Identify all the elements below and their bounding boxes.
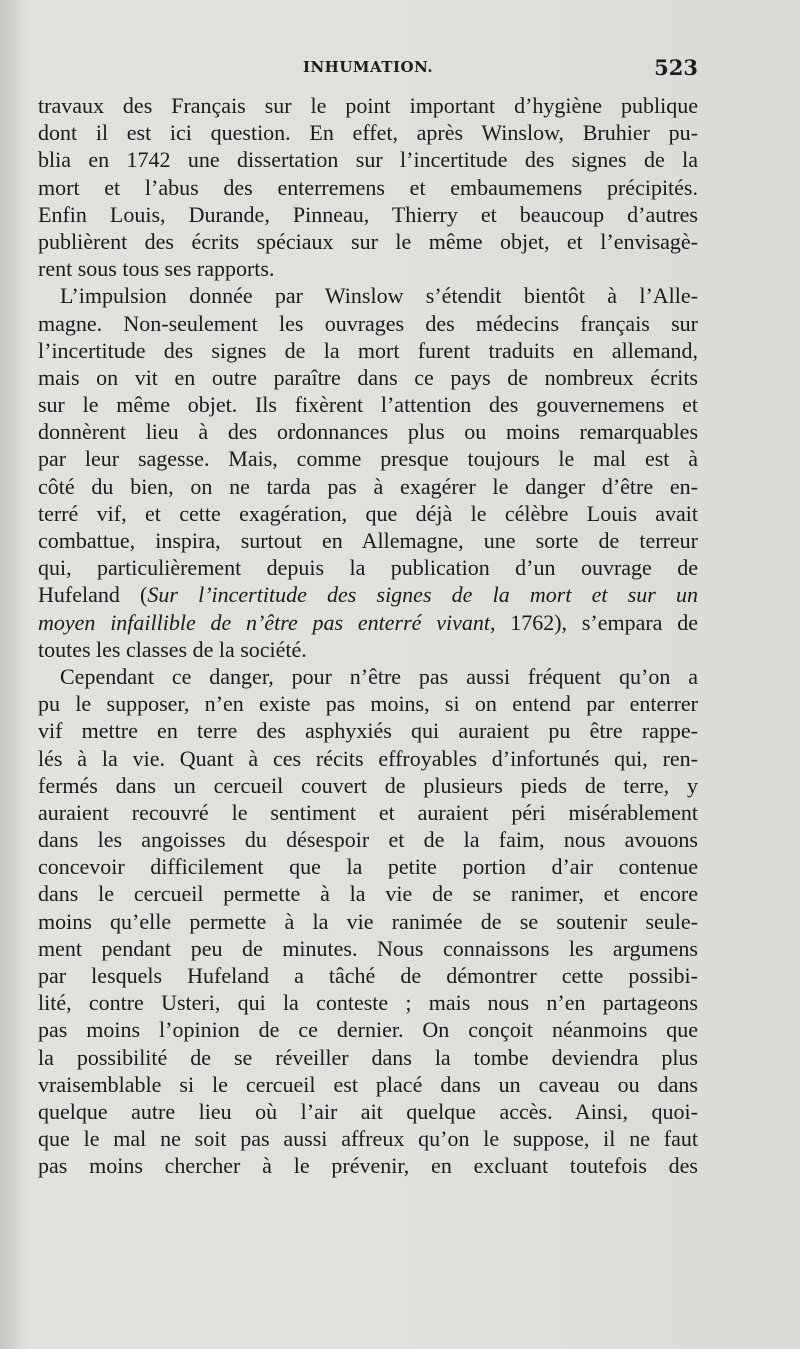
citation-line	[38, 581, 698, 608]
text-line: L’impulsion donnée par Winslow s’étendit bientôt à l’Alle-	[60, 283, 698, 309]
text-line: qui, particulièrement depuis la publication d’un ouvrage de	[38, 555, 698, 581]
text-line: par leur sagesse. Mais, comme presque toujours le mal est à	[38, 446, 698, 472]
running-title: INHUMATION.	[302, 58, 434, 76]
page-header	[38, 55, 698, 88]
binding-gutter-shadow	[0, 0, 22, 1349]
text-line: magne. Non-seulement les ouvrages des médecins français sur	[38, 310, 698, 336]
text-line: quelque autre lieu où l’air ait quelque accès. Ainsi, quoi-	[38, 1098, 698, 1124]
text-line: l’incertitude des signes de la mort furent traduits en allemand,	[38, 337, 698, 363]
text-line: dont il est ici question. En effet, après Winslow, Bruhier pu-	[38, 120, 698, 146]
citation-title-part-1: Sur l’incertitude des signes de la mort et sur un	[147, 582, 698, 608]
text-line: combattue, inspira, surtout en Allemagne, une sorte de terreur	[38, 528, 698, 553]
text-line: pas moins chercher à le prévenir, en excluant toutefois des	[38, 1153, 698, 1179]
text-line: donnèrent lieu à des ordonnances plus ou moins remarquables	[38, 419, 698, 445]
text-line: Enfin Louis, Durande, Pinneau, Thierry et beaucoup d’autres	[38, 201, 698, 227]
text-line: vif mettre en terre des asphyxiés qui auraient pu être rappe-	[38, 718, 698, 744]
text-line: rent sous tous ses rapports.	[38, 256, 275, 282]
text-line: que le mal ne soit pas aussi affreux qu’on le suppose, il ne faut	[38, 1126, 698, 1152]
text-line: pas moins l’opinion de ce dernier. On conçoit néanmoins que	[38, 1017, 698, 1043]
text-line: travaux des Français sur le point important d’hygiène publique	[38, 93, 698, 118]
text-line: toutes les classes de la société.	[38, 636, 307, 662]
paragraph-1	[38, 92, 698, 282]
text-line: fermés dans un cercueil couvert de plusieurs pieds de terre, y	[38, 772, 698, 798]
text-line: dans le cercueil permette à la vie de se ranimer, et encore	[38, 881, 698, 907]
text-line: lés à la vie. Quant à ces récits effroyables d’infortunés qui, ren-	[38, 745, 698, 771]
text-line: auraient recouvré le sentiment et auraient péri misérablement	[38, 799, 698, 825]
text-line: lité, contre Usteri, qui la conteste ; mais nous n’en partageons	[38, 990, 698, 1016]
text-line: mais on vit en outre paraître dans ce pays de nombreux écrits	[38, 364, 698, 390]
text-line: pu le supposer, n’en existe pas moins, si on entend par enterrer	[38, 691, 698, 717]
text-line: sur le même objet. Ils fixèrent l’attention des gouvernemens et	[38, 392, 698, 418]
text-line: concevoir difficilement que la petite portion d’air contenue	[38, 854, 698, 880]
text-line: côté du bien, on ne tarda pas à exagérer le danger d’être en-	[38, 473, 698, 499]
page-number: 523	[654, 55, 698, 80]
citation-prefix: Hufeland (	[38, 582, 148, 608]
text-line: vraisemblable si le cercueil est placé dans un caveau ou dans	[38, 1071, 698, 1097]
text-line: terré vif, et cette exagération, que déjà le célèbre Louis avait	[38, 500, 698, 526]
text-line: dans les angoisses du désespoir et de la faim, nous avouons	[38, 827, 698, 853]
paragraph-2	[38, 282, 698, 663]
text-line: la possibilité de se réveiller dans la tombe deviendra plus	[38, 1044, 698, 1070]
text-line: par lesquels Hufeland a tâché de démontrer cette possibi-	[38, 963, 698, 988]
body-text	[38, 92, 698, 1180]
citation-title-part-2: moyen infaillible de n’être pas enterré vivant	[38, 609, 490, 635]
text-line: blia en 1742 une dissertation sur l’incertitude des signes de la	[38, 147, 698, 173]
citation-line	[38, 609, 698, 636]
text-line: mort et l’abus des enterremens et embaumemens précipités.	[38, 174, 698, 200]
text-line: ment pendant peu de minutes. Nous connaissons les argumens	[38, 935, 698, 961]
citation-suffix: , 1762), s’empara de	[489, 609, 698, 635]
text-line: Cependant ce danger, pour n’être pas aussi fréquent qu’on a	[60, 663, 698, 689]
paragraph-3	[38, 663, 698, 1180]
text-line: moins qu’elle permette à la vie ranimée de se soutenir seule-	[38, 908, 698, 934]
text-line: publièrent des écrits spéciaux sur le même objet, et l’envisagè-	[38, 228, 698, 254]
